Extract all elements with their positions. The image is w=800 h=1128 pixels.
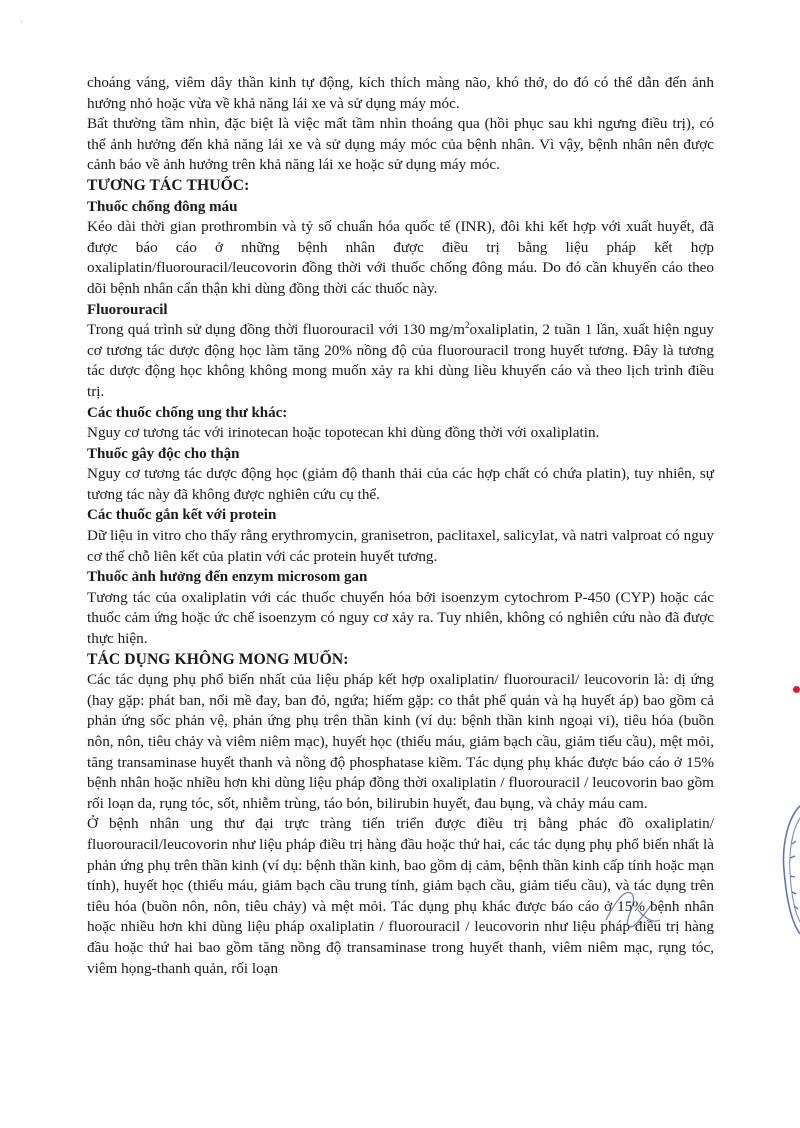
anticancer-text: Nguy cơ tương tác với irinotecan hoặc topotecan khi dùng đồng thời với oxaliplatin. bbox=[87, 424, 600, 442]
intro-paragraph-2: Bất thường tầm nhìn, đặc biệt là việc mất tầm nhìn thoáng qua (hồi phục sau khi ngưng điều trị), có thể ảnh hưởng đến khả năng lái xe và sử dụng máy móc của bệnh nhân. Vì vậy, bệnh nhân nên được cảnh báo về ảnh hưởng trên khả năng lái xe hoặc sử dụng máy móc. bbox=[87, 115, 714, 174]
nephrotoxic-subheading: Thuốc gây độc cho thận bbox=[87, 445, 240, 462]
liver-enzyme-text: Tương tác của oxaliplatin với các thuốc chuyển hóa bởi isoenzym cytochrom P-450 (CYP) hoặc các thuốc cảm ứng hoặc ức chế isoenzym có nguy cơ xảy ra. Tuy nhiên, không có nghiên cứu nào đã được thực hiện. bbox=[87, 588, 714, 648]
protein-binding-subheading: Các thuốc gắn kết với protein bbox=[87, 507, 277, 524]
adverse-effects-paragraph-2: Ở bệnh nhân ung thư đại trực tràng tiến triển được điều trị bằng phác đồ oxaliplatin/ fluorouracil/leucovorin như liệu pháp điều trị hàng đầu hoặc thứ hai, các tác dụng phụ phổ biến nhất là phản ứng phụ trên thần kinh (ví dụ: bệnh thần kinh, bao gồm dị cảm, bệnh thần kinh cấp tính hoặc mạn tính), huyết học (thiếu máu, giảm bạch cầu trung tính, giảm bạch cầu, giảm tiểu cầu), và tác dụng trên tiêu hóa (buồn nôn, nôn, tiêu chảy) và mệt mỏi. Tác dụng phụ khác được báo cáo ở 15% bệnh nhân hoặc nhiều hơn khi dùng liệu pháp oxaliplatin / fluorouracil / leucovorin như liệu pháp điều trị hàng đầu hoặc thứ hai bao gồm tăng nồng độ transaminase trong huyết thanh, viêm niêm mạc, rụng tóc, viêm họng-thanh quản, rối loạn bbox=[87, 815, 714, 977]
handwritten-signature bbox=[598, 880, 668, 940]
protein-binding-text: Dữ liệu in vitro cho thấy rằng erythromycin, granisetron, paclitaxel, salicylat, và natri valproat có nguy cơ thế chỗ liên kết của platin với các protein huyết tương. bbox=[87, 527, 714, 565]
red-margin-mark bbox=[793, 686, 800, 693]
document-page bbox=[87, 73, 714, 979]
scan-corner-mark: ˎ bbox=[20, 12, 24, 23]
adverse-effects-heading: TÁC DỤNG KHÔNG MONG MUỐN: bbox=[87, 650, 349, 668]
anticancer-subheading: Các thuốc chống ung thư khác: bbox=[87, 404, 288, 421]
nephrotoxic-text: Nguy cơ tương tác dược động học (giảm độ thanh thải của các hợp chất có chứa platin), tuy nhiên, sự tương tác này đã không được nghiên cứu cụ thể. bbox=[87, 465, 714, 503]
anticoagulant-subheading: Thuốc chống đông máu bbox=[87, 198, 238, 215]
fluorouracil-text-part-a: Trong quá trình sử dụng đồng thời fluorouracil với 130 mg/m bbox=[87, 321, 465, 339]
liver-enzyme-subheading: Thuốc ảnh hưởng đến enzym microsom gan bbox=[87, 569, 368, 586]
fluorouracil-subheading: Fluorouracil bbox=[87, 301, 168, 318]
fluorouracil-text bbox=[87, 320, 714, 402]
intro-paragraph-1: choáng váng, viêm dây thần kinh tự động, kích thích màng não, khó thở, do đó có thể dẫn đến ảnh hưởng nhỏ hoặc vừa về khả năng lái xe và sử dụng máy móc. bbox=[87, 74, 714, 112]
interactions-heading: TƯƠNG TÁC THUỐC: bbox=[87, 176, 250, 194]
stamp-edge bbox=[778, 800, 800, 940]
superscript-2: 2 bbox=[464, 320, 470, 331]
fluorouracil-text-part-b: oxaliplatin, 2 tuần 1 lần, xuất hiện nguy cơ tương tác dược động học làm tăng 20% nồng độ của fluorouracil trong huyết tương. Đây là tương tác dược động học không không mong muốn xảy ra khi dùng liều khuyến cáo và theo lịch trình điều trị. bbox=[87, 321, 715, 400]
anticoagulant-text: Kéo dài thời gian prothrombin và tỷ số chuẩn hóa quốc tế (INR), đôi khi kết hợp với xuất huyết, đã được báo cáo ở những bệnh nhân được điều trị bằng liệu pháp kết hợp oxaliplatin/fluorouracil/leucovorin đồng thời với thuốc chống đông máu. Do đó cần khuyến cáo theo dõi bệnh nhân cẩn thận khi dùng đồng thời các thuốc này. bbox=[87, 218, 714, 297]
adverse-effects-paragraph-1: Các tác dụng phụ phổ biến nhất của liệu pháp kết hợp oxaliplatin/ fluorouracil/ leucovorin là: dị ứng (hay gặp: phát ban, nổi mề đay, ban đỏ, ngứa; hiếm gặp: co thắt phế quản và hạ huyết áp) bao gồm cả phản ứng sốc phản vệ, phản ứng phụ trên thần kinh (ví dụ: bệnh thần kinh ngoại vi), tiêu hóa (buồn nôn, nôn, tiêu chảy và viêm niêm mạc), huyết học (thiếu máu, giảm bạch cầu, giảm tiểu cầu), mệt mỏi, tăng transaminase huyết thanh và nồng độ phosphatase kiềm. Tác dụng phụ khác được báo cáo ở 15% bệnh nhân hoặc nhiều hơn khi dùng liệu pháp đồng thời oxaliplatin / fluorouracil / leucovorin bao gồm rối loạn da, rụng tóc, sốt, nhiễm trùng, táo bón, bilirubin huyết, đau bụng, và chảy máu cam. bbox=[87, 671, 714, 812]
